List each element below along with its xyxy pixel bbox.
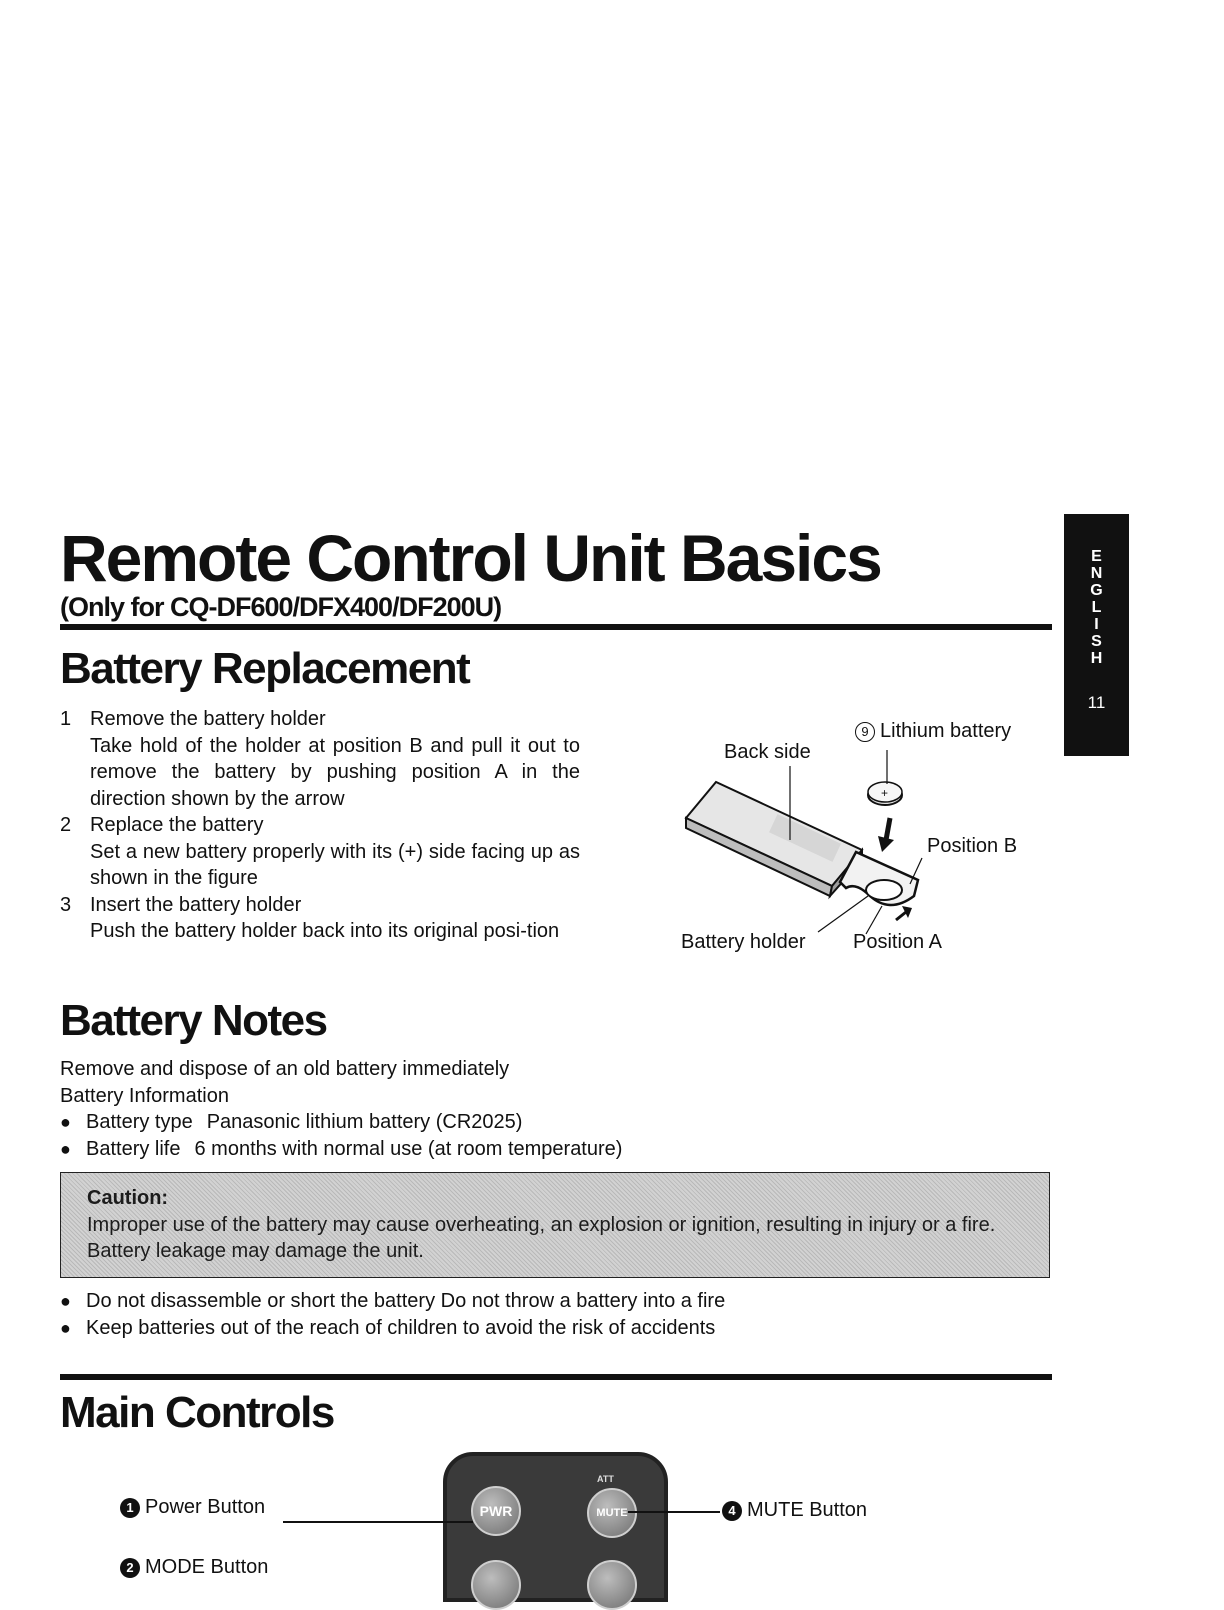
att-label: ATT [597,1474,614,1484]
battery-holder-leader [818,896,868,932]
bullet-value: Panasonic lithium battery (CR2025) [206,1111,523,1133]
battery-holder-illustration [840,852,918,905]
bullet-label: Battery type [86,1111,193,1133]
position-a-label: Position A [853,931,942,953]
list-item [60,1136,760,1163]
page-title: Remote Control Unit Basics [60,521,881,595]
svg-text:+: + [881,786,889,800]
remote-control-illustration [443,1452,668,1602]
notes-line: Remove and dispose of an old battery immediately [60,1058,510,1080]
tab-letter: S [1091,633,1102,650]
step-number: 1 [60,708,72,730]
tab-letter: H [1090,650,1103,667]
callout-number-icon: 2 [120,1558,140,1578]
bullet-icon: ● [60,1112,71,1132]
tab-letter: E [1091,548,1102,565]
step-item [60,812,580,892]
list-item [60,1288,960,1315]
battery-replacement-heading: Battery Replacement [60,644,470,693]
title-rule [60,624,1052,630]
bullet-icon: ● [60,1138,71,1159]
page-subtitle: (Only for CQ-DF600/DFX400/DF200U) [60,592,502,622]
replacement-steps [60,706,580,945]
battery-holder-label: Battery holder [681,931,806,953]
step-text: Set a new battery properly with its (+) side facing up as shown in the figure [90,840,580,889]
caution-box [60,1172,1050,1278]
callout-number-icon: 4 [722,1501,742,1521]
bullet-text: Do not disassemble or short the battery Do not throw a battery into a fire [86,1290,726,1312]
callout-label: MUTE Button [747,1499,868,1521]
bullet-value: 6 months with normal use (at room temperature) [194,1137,623,1160]
list-item [60,1109,760,1136]
position-a-leader [866,906,882,934]
step-title: Insert the battery holder [90,893,302,916]
lithium-battery-illustration [868,782,902,805]
section-rule [60,1374,1052,1380]
mode-button-illustration [471,1560,521,1610]
back-side-label: Back side [724,741,811,763]
bullet-icon: ● [60,1291,71,1311]
step-number: 2 [60,814,72,836]
callout-number-icon: 1 [120,1498,140,1518]
callout-label: MODE Button [145,1556,269,1578]
tab-letter: L [1091,599,1102,616]
lithium-battery-label [855,720,1011,743]
mute-button-callout [722,1499,867,1522]
up-button-illustration [587,1560,637,1610]
safety-notes [60,1288,960,1341]
battery-notes-heading: Battery Notes [60,996,327,1045]
notes-line: Battery Information [60,1084,229,1107]
position-b-label: Position B [927,835,1018,857]
language-tab-letters [1064,514,1129,667]
remote-back-illustration [686,782,862,896]
callout-number-icon: 9 [855,722,875,742]
step-title: Replace the battery [90,814,264,836]
mode-button-callout [120,1556,268,1579]
page-number: 11 [1087,693,1106,712]
pwr-button-illustration: PWR [471,1486,521,1536]
caution-text: Improper use of the battery may cause overheating, an explosion or ignition, resulting in injury or a fire. Battery leakage may damage the unit. [87,1213,996,1262]
step-text: Take hold of the holder at position B and pull it out to remove the battery by pushing position A in the direction shown by the arrow [90,734,580,810]
tab-letter: G [1090,582,1103,599]
battery-notes [60,1056,760,1162]
tab-letter: I [1094,616,1099,633]
power-leader [283,1521,473,1523]
mute-button-illustration: MUTE [587,1488,637,1538]
language-tab [1064,514,1129,756]
list-item [60,1315,960,1342]
step-item [60,706,580,812]
step-number: 3 [60,893,72,916]
bullet-icon: ● [60,1317,71,1338]
insert-arrow-icon [878,818,894,852]
tab-letter: N [1090,565,1103,582]
mute-leader [628,1511,720,1513]
bullet-text: Keep batteries out of the reach of children to avoid the risk of accidents [86,1316,716,1339]
main-controls-heading: Main Controls [60,1388,334,1437]
bullet-label: Battery life [86,1137,181,1160]
step-text: Push the battery holder back into its original posi-tion [90,920,560,942]
lithium-battery-text: Lithium battery [880,720,1012,742]
step-item [60,892,580,945]
power-button-callout [120,1496,265,1519]
step-title: Remove the battery holder [90,708,326,730]
push-arrow-icon [896,906,912,920]
callout-label: Power Button [145,1496,266,1518]
caution-title: Caution: [87,1187,169,1209]
